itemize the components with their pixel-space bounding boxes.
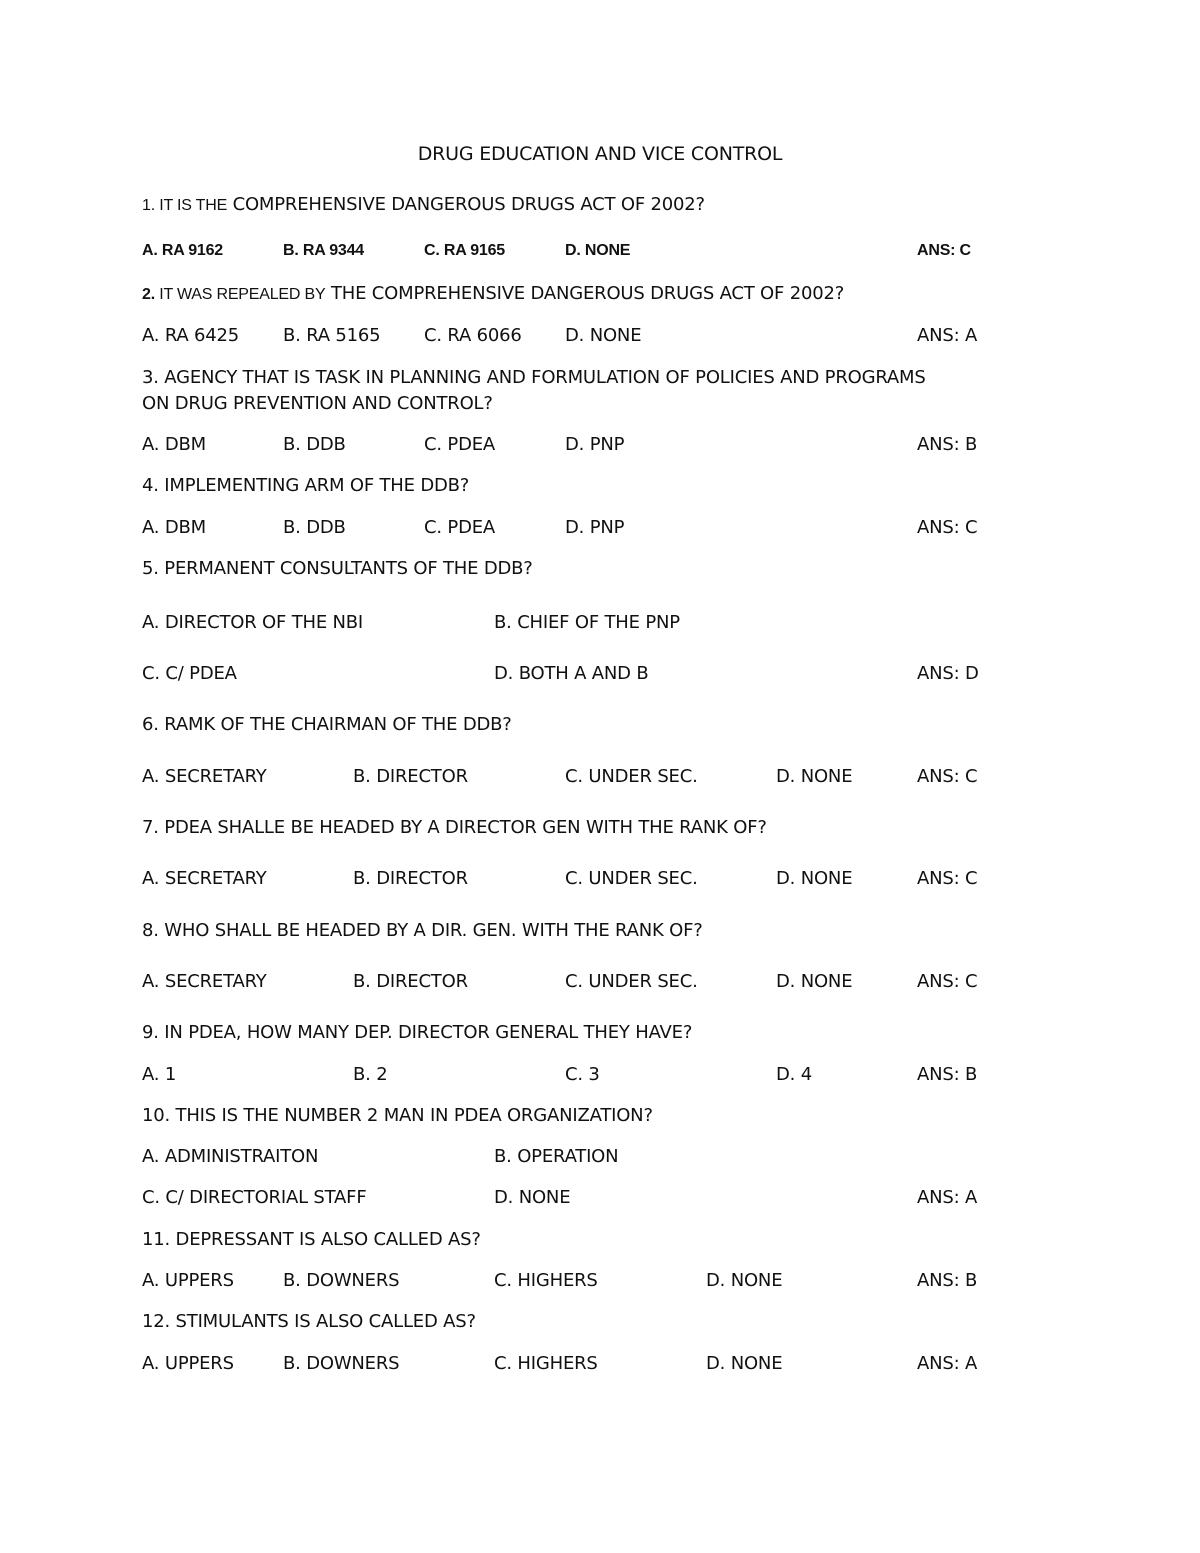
- q7-answer: ANS: C: [917, 868, 978, 889]
- q1-option-c: C. RA 9165: [424, 242, 506, 259]
- q4-option-d: D. PNP: [565, 517, 625, 538]
- q10-option-c: C. C/ DIRECTORIAL STAFF: [142, 1187, 367, 1208]
- q10-option-b: B. OPERATION: [494, 1146, 619, 1167]
- q5-option-b: B. CHIEF OF THE PNP: [494, 612, 680, 633]
- question-7: 7. PDEA SHALLE BE HEADED BY A DIRECTOR GEN WITH THE RANK OF?: [142, 817, 767, 838]
- document-title: DRUG EDUCATION AND VICE CONTROL: [417, 143, 783, 165]
- question-11: 11. DEPRESSANT IS ALSO CALLED AS?: [142, 1229, 481, 1250]
- q12-option-a: A. UPPERS: [142, 1353, 234, 1374]
- q4-option-c: C. PDEA: [424, 517, 496, 538]
- question-8: 8. WHO SHALL BE HEADED BY A DIR. GEN. WITH THE RANK OF?: [142, 920, 703, 941]
- question-1-rest: COMPREHENSIVE DANGEROUS DRUGS ACT OF 2002?: [227, 194, 705, 215]
- question-2-number: 2.: [142, 286, 155, 303]
- question-9: 9. IN PDEA, HOW MANY DEP. DIRECTOR GENERAL THEY HAVE?: [142, 1022, 693, 1043]
- question-6: 6. RAMK OF THE CHAIRMAN OF THE DDB?: [142, 714, 512, 735]
- q9-option-d: D. 4: [776, 1064, 812, 1085]
- q3-option-a: A. DBM: [142, 434, 206, 455]
- q6-answer: ANS: C: [917, 766, 978, 787]
- q8-answer: ANS: C: [917, 971, 978, 992]
- q3-option-c: C. PDEA: [424, 434, 496, 455]
- q8-option-c: C. UNDER SEC.: [565, 971, 698, 992]
- q9-option-c: C. 3: [565, 1064, 600, 1085]
- q8-option-b: B. DIRECTOR: [353, 971, 468, 992]
- q12-option-c: C. HIGHERS: [494, 1353, 598, 1374]
- q2-option-a: A. RA 6425: [142, 325, 240, 346]
- q12-option-d: D. NONE: [706, 1353, 783, 1374]
- question-3-line-2: ON DRUG PREVENTION AND CONTROL?: [142, 393, 493, 414]
- question-1: [142, 192, 705, 219]
- q11-option-c: C. HIGHERS: [494, 1270, 598, 1291]
- q6-option-c: C. UNDER SEC.: [565, 766, 698, 787]
- q2-answer: ANS: A: [917, 325, 978, 346]
- q5-option-a: A. DIRECTOR OF THE NBI: [142, 612, 364, 633]
- q3-answer: ANS: B: [917, 434, 978, 455]
- q6-option-a: A. SECRETARY: [142, 766, 267, 787]
- q9-option-a: A. 1: [142, 1064, 177, 1085]
- q4-option-b: B. DDB: [283, 517, 346, 538]
- q9-option-b: B. 2: [353, 1064, 388, 1085]
- q4-option-a: A. DBM: [142, 517, 206, 538]
- q7-option-d: D. NONE: [776, 868, 853, 889]
- q9-answer: ANS: B: [917, 1064, 978, 1085]
- q7-option-b: B. DIRECTOR: [353, 868, 468, 889]
- q6-option-b: B. DIRECTOR: [353, 766, 468, 787]
- q8-option-d: D. NONE: [776, 971, 853, 992]
- q10-answer: ANS: A: [917, 1187, 978, 1208]
- q11-option-a: A. UPPERS: [142, 1270, 234, 1291]
- question-1-number: 1.: [142, 197, 155, 214]
- q5-answer: ANS: D: [917, 663, 979, 684]
- question-2: [142, 281, 844, 308]
- question-2-rest: THE COMPREHENSIVE DANGEROUS DRUGS ACT OF 2002?: [325, 283, 845, 304]
- q12-answer: ANS: A: [917, 1353, 978, 1374]
- question-3-line-1: 3. AGENCY THAT IS TASK IN PLANNING AND FORMULATION OF POLICIES AND PROGRAMS: [142, 367, 926, 388]
- q4-answer: ANS: C: [917, 517, 978, 538]
- q5-option-c: C. C/ PDEA: [142, 663, 237, 684]
- q2-option-c: C. RA 6066: [424, 325, 522, 346]
- q1-option-b: B. RA 9344: [283, 242, 365, 259]
- q8-option-a: A. SECRETARY: [142, 971, 267, 992]
- q1-answer: ANS: C: [917, 242, 971, 259]
- q10-option-a: A. ADMINISTRAITON: [142, 1146, 319, 1167]
- q2-option-b: B. RA 5165: [283, 325, 381, 346]
- q1-option-a: A. RA 9162: [142, 242, 224, 259]
- q11-answer: ANS: B: [917, 1270, 978, 1291]
- question-5: 5. PERMANENT CONSULTANTS OF THE DDB?: [142, 558, 533, 579]
- q3-option-b: B. DDB: [283, 434, 346, 455]
- q7-option-c: C. UNDER SEC.: [565, 868, 698, 889]
- question-10: 10. THIS IS THE NUMBER 2 MAN IN PDEA ORGANIZATION?: [142, 1105, 653, 1126]
- q12-option-b: B. DOWNERS: [283, 1353, 400, 1374]
- question-1-lead: IT IS THE: [154, 197, 228, 214]
- q11-option-b: B. DOWNERS: [283, 1270, 400, 1291]
- q10-option-d: D. NONE: [494, 1187, 571, 1208]
- q11-option-d: D. NONE: [706, 1270, 783, 1291]
- q1-option-d: D. NONE: [565, 242, 631, 259]
- q3-option-d: D. PNP: [565, 434, 625, 455]
- q7-option-a: A. SECRETARY: [142, 868, 267, 889]
- q2-option-d: D. NONE: [565, 325, 642, 346]
- question-2-lead: IT WAS REPEALED BY: [154, 286, 326, 303]
- q5-option-d: D. BOTH A AND B: [494, 663, 649, 684]
- question-12: 12. STIMULANTS IS ALSO CALLED AS?: [142, 1311, 476, 1332]
- question-4: 4. IMPLEMENTING ARM OF THE DDB?: [142, 475, 470, 496]
- q6-option-d: D. NONE: [776, 766, 853, 787]
